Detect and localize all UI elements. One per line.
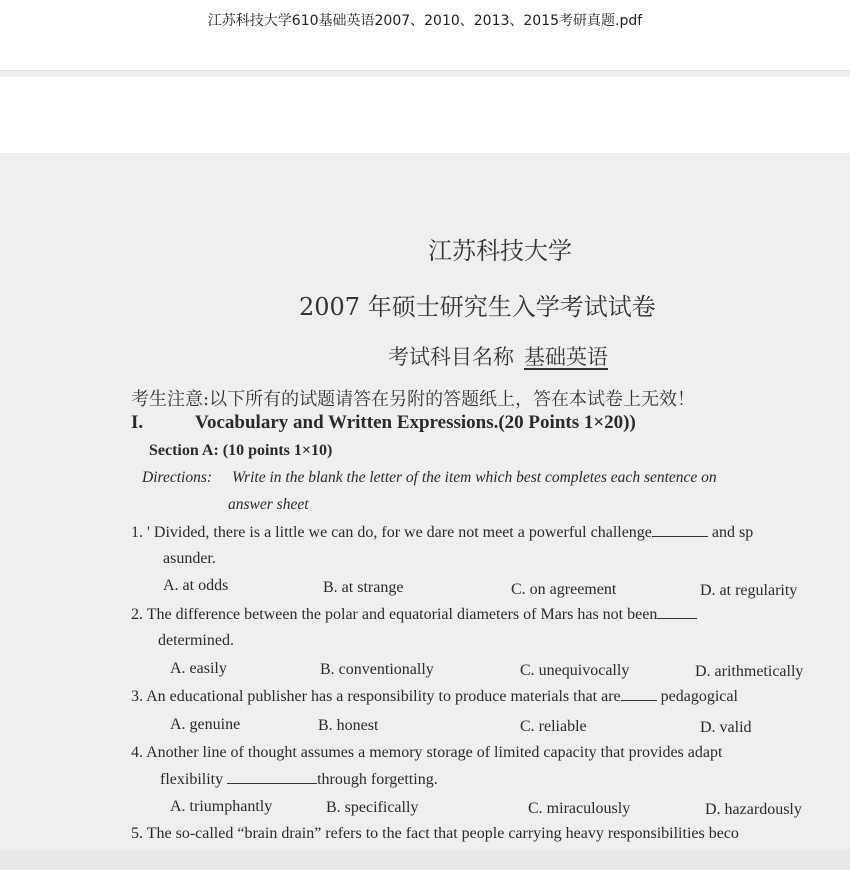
file-title: 江苏科技大学610基础英语2007、2010、2013、2015考研真题.pdf [207,13,643,29]
q3-option-c: C. reliable [520,718,587,735]
question-text: The so-called “brain drain” refers to the fact that people carrying heavy responsibilities beco [146,825,739,842]
viewer-gap [0,77,850,153]
subject-value: 基础英语 [524,345,608,369]
q3-option-d: D. valid [700,719,752,736]
question-number: 3. [131,688,143,705]
candidate-notice: 考生注意:以下所有的试题请答在另附的答题纸上，答在本试卷上无效！ [131,389,696,410]
question-text-tail: pedagogical [660,688,738,705]
q2-option-c: C. unequivocally [520,662,630,679]
subject-label: 考试科目名称 [388,345,514,369]
q1-option-b: B. at strange [323,579,404,596]
answer-blank [621,700,657,701]
question-5 [131,825,739,843]
q2-option-b: B. conventionally [320,661,434,678]
question-text: flexibility [160,771,224,788]
question-3 [131,688,738,706]
q4-option-a: A. triumphantly [170,798,273,815]
q2-option-a: A. easily [170,660,227,677]
question-2-cont: determined. [158,632,234,649]
section-number: I. [131,412,144,433]
question-1-cont: asunder. [163,550,216,567]
q1-option-d: D. at regularity [700,582,798,599]
question-number: 1. [131,524,143,541]
question-4-cont [160,771,438,789]
question-4 [131,744,722,762]
q4-option-d: D. hazardously [705,801,802,818]
question-2 [131,606,697,624]
subject-line [388,341,608,371]
answer-blank [657,618,697,619]
question-number: 5. [131,825,143,842]
answer-blank [227,783,317,784]
q1-option-a: A. at odds [163,577,229,594]
directions-text-cont: answer sheet [228,496,309,513]
question-text: Another line of thought assumes a memory storage of limited capacity that provides adapt [146,744,723,761]
question-text-tail: and sp [711,524,754,541]
section-title: Vocabulary and Written Expressions.(20 Points 1×20)) [195,412,636,433]
q4-option-c: C. miraculously [528,800,631,817]
viewer-bottom-bar [0,850,850,870]
toolbar-divider [0,70,850,77]
q2-option-d: D. arithmetically [695,663,804,680]
exam-title: 2007 年硕士研究生入学考试试卷 [299,293,656,321]
question-text-tail: through forgetting. [317,771,438,788]
question-number: 4. [131,744,143,761]
q3-option-b: B. honest [318,717,379,734]
q1-option-c: C. on agreement [511,581,617,598]
q4-option-b: B. specifically [326,799,419,816]
directions-text: Write in the blank the letter of the item which best completes each sentence on [232,469,717,486]
question-text: An educational publisher has a responsibility to produce materials that are [146,688,621,705]
subsection-title: Section A: (10 points 1×10) [149,442,333,459]
viewer-titlebar [0,0,850,70]
question-1 [131,524,753,542]
document-page[interactable] [0,153,850,850]
question-text: ' Divided, there is a little we can do, for we dare not meet a powerful challenge [147,524,652,541]
question-text: The difference between the polar and equatorial diameters of Mars has not been [146,606,658,623]
university-name: 江苏科技大学 [428,237,572,265]
answer-blank [652,536,708,537]
q3-option-a: A. genuine [170,716,241,733]
directions-label: Directions: [142,469,213,486]
question-number: 2. [131,606,143,623]
